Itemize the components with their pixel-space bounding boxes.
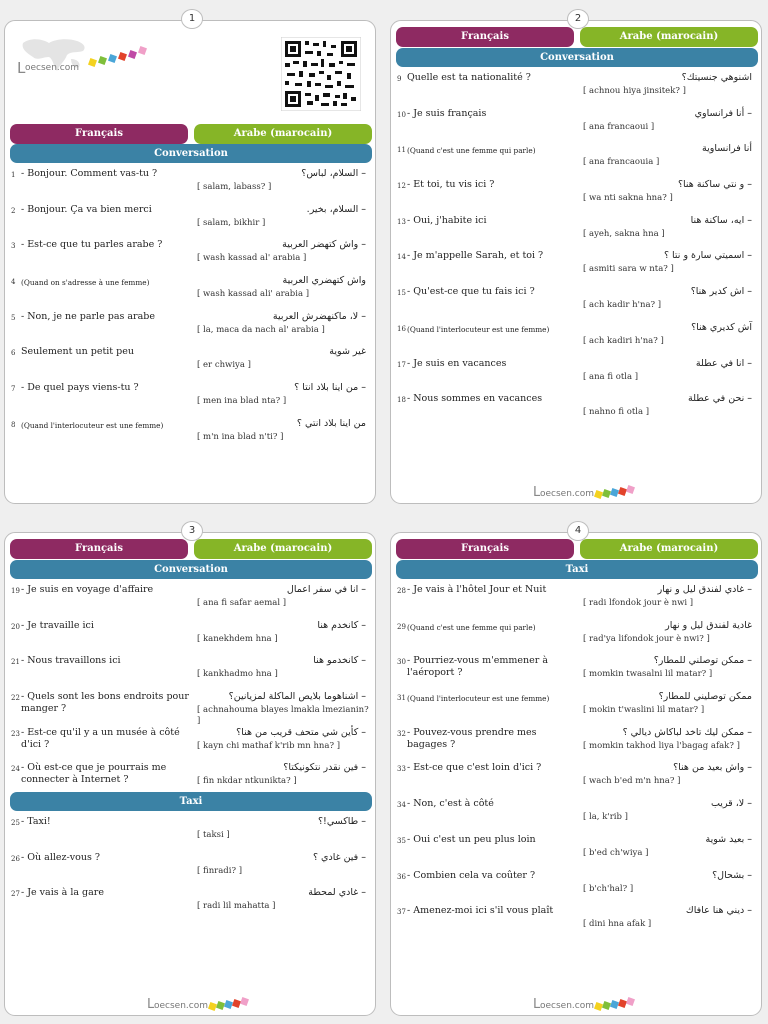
pronunciation: [ b'ed ch'wiya ] <box>583 847 649 858</box>
phrase-entry <box>397 619 755 655</box>
arabic-phrase: – من اينا بلاد انتا ؟ <box>294 382 366 394</box>
phrase-entry <box>397 178 755 214</box>
phrase-entry <box>11 619 369 655</box>
section-title: Conversation <box>10 144 372 163</box>
arabic-phrase: – أنا فرانساوي <box>694 107 752 119</box>
entry-number: 4 <box>11 278 16 287</box>
phrase-entry <box>11 726 369 762</box>
entry-number: 16 <box>397 324 406 333</box>
pronunciation: [ asmiti sara w nta? ] <box>583 264 674 275</box>
entry-number: 7 <box>11 385 16 394</box>
pronunciation: [ b'ch'hal? ] <box>583 883 634 894</box>
french-phrase: - Est-ce qu'il y a un musée à côté d'ici ? <box>21 726 180 750</box>
arabic-phrase: – السلام، لباس؟ <box>301 168 366 179</box>
entry-number: 11 <box>397 146 406 155</box>
french-phrase: - Non, c'est à côté <box>407 798 494 810</box>
page-card-2 <box>390 13 762 504</box>
phrase-entry <box>397 392 755 428</box>
arabic-phrase: – غادي لمحطة <box>308 887 366 899</box>
phrase-entry <box>397 726 755 762</box>
pronunciation: [ ana fi safar aemal ] <box>197 598 287 608</box>
phrase-entry <box>397 654 755 690</box>
pronunciation: [ men ina blad nta? ] <box>197 396 287 407</box>
pronunciation: [ dini hna afak ] <box>583 919 652 930</box>
phrase-entry <box>397 761 755 797</box>
page-number: 2 <box>567 9 589 29</box>
pronunciation: [ radi lfondok jour è nwi ] <box>583 598 694 608</box>
pronunciation: [ ana francaouia ] <box>583 157 660 168</box>
phrase-entry <box>11 238 369 274</box>
entry-number: 18 <box>397 396 406 405</box>
entry-number: 5 <box>11 313 16 322</box>
entry-number: 8 <box>11 420 16 429</box>
pronunciation: [ ach kadiri h'na? ] <box>583 335 664 346</box>
phrase-entry <box>11 690 369 726</box>
section-title: Taxi <box>10 792 372 811</box>
entry-number: 30 <box>397 658 406 667</box>
pronunciation: [ taksi ] <box>197 830 230 840</box>
phrase-entry <box>397 690 755 726</box>
pronunciation: [ momkin takhod liya l'bagag afak? ] <box>583 740 740 751</box>
pronunciation: [ wash kassad al' arabia ] <box>197 253 307 264</box>
arabic-phrase: – فين غادي ؟ <box>312 851 366 863</box>
arabic-phrase: – لا، ماكنهضرش العربية <box>272 310 366 322</box>
phrase-entry <box>11 886 369 922</box>
french-phrase: - Oui, j'habite ici <box>407 214 487 226</box>
page-number: 1 <box>181 9 203 29</box>
entry-number: 10 <box>397 110 406 119</box>
pronunciation: [ achnou hiya jinsitek? ] <box>583 86 686 96</box>
french-phrase: - De quel pays viens-tu ? <box>21 382 139 394</box>
french-phrase: Seulement un petit peu <box>21 346 134 358</box>
arabic-label: Arabe (marocain) <box>194 539 372 559</box>
arabic-phrase: – واش بعيد من هنا؟ <box>673 762 752 774</box>
pronunciation: [ la, k'rib ] <box>583 812 628 823</box>
pronunciation: [ ayeh, sakna hna ] <box>583 228 665 239</box>
entry-number: 29 <box>397 622 406 631</box>
entry-number: 23 <box>11 729 20 738</box>
phrase-entry <box>397 869 755 905</box>
phrase-entry <box>11 815 369 851</box>
arabic-phrase: – بعيد شوية <box>705 833 752 845</box>
phrase-entry <box>11 417 369 453</box>
french-phrase: - Amenez-moi ici s'il vous plaît <box>407 905 554 917</box>
section-title: Taxi <box>396 560 758 579</box>
arabic-phrase: أنا فرانساوية <box>702 143 752 155</box>
french-phrase: - Nous travaillons ici <box>21 655 121 667</box>
section-title: Conversation <box>10 560 372 579</box>
phrase-entry <box>397 285 755 321</box>
french-phrase: Quelle est ta nationalité ? <box>407 72 531 83</box>
arabic-phrase: – اش كدير هنا؟ <box>690 286 752 298</box>
pronunciation: [ ach kadir h'na? ] <box>583 300 662 311</box>
brand-logo: L oecsen.com <box>17 61 167 77</box>
arabic-phrase: – لا، قريب <box>710 798 752 810</box>
phrase-entry <box>11 654 369 690</box>
pronunciation: [ ana francaoui ] <box>583 121 655 132</box>
pronunciation: [ salam, bikhir ] <box>197 217 266 228</box>
arabic-phrase: – كانخدم هنا <box>317 619 366 631</box>
french-phrase: - Qu'est-ce que tu fais ici ? <box>407 286 535 298</box>
phrase-entry <box>11 851 369 887</box>
pronunciation: [ er chwiya ] <box>197 360 251 371</box>
phrase-entry <box>397 357 755 393</box>
entry-number: 31 <box>397 694 406 703</box>
entry-number: 33 <box>397 765 406 774</box>
entry-number: 34 <box>397 801 406 810</box>
pronunciation: [ la, maca da nach al' arabia ] <box>197 324 325 335</box>
french-phrase: - Où est-ce que je pourrais me connecter à Internet ? <box>21 762 167 786</box>
entry-number: 22 <box>11 694 20 703</box>
arabic-phrase: – انا في عطلة <box>695 357 752 369</box>
pronunciation: [ wa nti sakna hna? ] <box>583 193 673 204</box>
entry-number: 26 <box>11 854 20 863</box>
arabic-phrase: – طاكسي!؟ <box>318 816 366 827</box>
pronunciation: [ salam, labass? ] <box>197 182 272 192</box>
french-phrase: - Pouvez-vous prendre mes bagages ? <box>407 726 537 750</box>
french-phrase: (Quand c'est une femme qui parle) <box>407 622 536 632</box>
phrase-entry <box>11 345 369 381</box>
french-phrase: - Je suis en voyage d'affaire <box>21 584 154 595</box>
arabic-label: Arabe (marocain) <box>580 27 758 47</box>
pronunciation: [ kayn chi mathaf k'rib mn hna? ] <box>197 740 341 751</box>
phrase-entry <box>397 249 755 285</box>
french-label: Français <box>396 539 574 559</box>
french-phrase: - Je vais à la gare <box>21 887 104 899</box>
entry-number: 27 <box>11 890 20 899</box>
phrase-entry <box>397 583 755 619</box>
entry-number: 3 <box>11 242 16 251</box>
page-card-3 <box>4 525 376 1016</box>
french-phrase: - Je vais à l'hôtel Jour et Nuit <box>407 584 547 595</box>
brand-logo: L oecsen.com <box>533 487 643 503</box>
pronunciation: [ nahno fi otla ] <box>583 407 650 418</box>
arabic-phrase: ممكن توصليني للمطار؟ <box>658 691 752 703</box>
entry-number: 36 <box>397 872 406 881</box>
section-title: Conversation <box>396 48 758 67</box>
arabic-phrase: – ايه، ساكنة هنا <box>690 214 752 226</box>
phrase-entry <box>11 310 369 346</box>
french-phrase: - Bonjour. Ça va bien merci <box>21 203 152 215</box>
arabic-phrase: – بشحال؟ <box>712 869 752 881</box>
arabic-phrase: – كانخدمو هنا <box>313 655 366 667</box>
entry-number: 12 <box>397 182 406 191</box>
french-phrase: - Combien cela va coûter ? <box>407 869 536 881</box>
arabic-phrase: – و نتي ساكنة هنا؟ <box>678 179 752 191</box>
language-header <box>396 27 758 47</box>
french-phrase: - Je suis en vacances <box>407 357 507 369</box>
phrase-entry <box>11 381 369 417</box>
pronunciation: [ achnahouma blayes lmakla lmezianin? ] <box>197 705 369 727</box>
pronunciation: [ mokin t'waslini lil matar? ] <box>583 705 705 716</box>
french-phrase: - Est-ce que c'est loin d'ici ? <box>407 762 542 774</box>
pronunciation: [ m'n ina blad n'ti? ] <box>197 431 284 442</box>
entry-number: 2 <box>11 206 16 215</box>
french-label: Français <box>396 27 574 47</box>
page-card-1 <box>4 13 376 504</box>
french-phrase: - Nous sommes en vacances <box>407 393 543 405</box>
pronunciation: [ kankhadmo hna ] <box>197 669 278 680</box>
pronunciation: [ fin nkdar ntkunikta? ] <box>197 776 297 787</box>
entry-number: 13 <box>397 217 406 226</box>
arabic-phrase: غير شوية <box>329 346 366 358</box>
pronunciation: [ radi lil mahatta ] <box>197 901 276 912</box>
phrase-entry <box>11 203 369 239</box>
entry-number: 24 <box>11 765 20 774</box>
arabic-phrase: واش كتهضري العربية <box>282 275 366 287</box>
arabic-label: Arabe (marocain) <box>194 124 372 144</box>
phrase-entry <box>397 107 755 143</box>
language-header <box>396 539 758 559</box>
french-label: Français <box>10 539 188 559</box>
french-phrase: (Quand l'interlocuteur est une femme) <box>407 324 550 334</box>
qr-code[interactable] <box>281 37 361 111</box>
french-phrase: (Quand c'est une femme qui parle) <box>407 146 536 156</box>
french-phrase: - Quels sont les bons endroits pour manger ? <box>21 691 189 715</box>
phrase-list <box>397 71 755 428</box>
pronunciation: [ rad'ya lifondok jour è nwi? ] <box>583 633 710 644</box>
phrase-list <box>11 583 369 797</box>
arabic-phrase: – انا في سفر اعمال <box>286 584 366 595</box>
brand-logo: L oecsen.com <box>147 999 257 1015</box>
page-card-4 <box>390 525 762 1016</box>
arabic-phrase: – ممكن توصلني للمطار؟ <box>653 655 752 667</box>
french-phrase: - Bonjour. Comment vas-tu ? <box>21 168 158 179</box>
arabic-phrase: – غادي لفندق ليل و نهار <box>657 584 752 595</box>
entry-number: 25 <box>11 819 20 827</box>
phrase-list <box>11 815 369 922</box>
arabic-phrase: آش كديري هنا؟ <box>691 321 752 333</box>
entry-number: 9 <box>397 75 402 83</box>
entry-number: 1 <box>11 171 16 179</box>
french-phrase: - Pourriez-vous m'emmener à l'aéroport ? <box>407 655 548 679</box>
entry-number: 17 <box>397 360 406 369</box>
arabic-phrase: – واش كتهضر العربية <box>282 239 366 251</box>
phrase-entry <box>11 167 369 203</box>
french-phrase: - Où allez-vous ? <box>21 851 100 863</box>
arabic-phrase: – اشناهوما بلايص الماكلة لمزيانين؟ <box>228 691 366 703</box>
page-number: 3 <box>181 521 203 541</box>
language-header <box>10 124 372 144</box>
french-label: Français <box>10 124 188 144</box>
phrase-entry <box>397 321 755 357</box>
entry-number: 20 <box>11 622 20 631</box>
phrase-entry <box>397 71 755 107</box>
phrase-entry <box>397 904 755 940</box>
pronunciation: [ wash kassad ali' arabia ] <box>197 289 310 300</box>
french-phrase: - Et toi, tu vis ici ? <box>407 179 495 191</box>
entry-number: 37 <box>397 908 406 917</box>
arabic-phrase: – ممكن ليك تاخد لباكاش ديالي ؟ <box>622 726 752 738</box>
phrase-entry <box>11 274 369 310</box>
arabic-label: Arabe (marocain) <box>580 539 758 559</box>
entry-number: 21 <box>11 658 20 667</box>
french-phrase: - Je travaille ici <box>21 619 94 631</box>
french-phrase: - Je m'appelle Sarah, et toi ? <box>407 250 544 262</box>
french-phrase: - Je suis français <box>407 107 487 119</box>
pronunciation: [ finradi? ] <box>197 865 243 876</box>
arabic-phrase: – نحن في عطلة <box>688 393 752 405</box>
arabic-phrase: – اسميتي سارة و نتا ؟ <box>663 250 752 262</box>
language-header <box>10 539 372 559</box>
pronunciation: [ kanekhdem hna ] <box>197 633 278 644</box>
entry-number: 35 <box>397 836 406 845</box>
phrase-entry <box>397 214 755 250</box>
arabic-phrase: – ديني هنا عافاك <box>685 905 752 917</box>
french-phrase: - Est-ce que tu parles arabe ? <box>21 239 163 251</box>
entry-number: 14 <box>397 253 406 262</box>
phrase-list <box>397 583 755 940</box>
french-phrase: - Non, je ne parle pas arabe <box>21 310 155 322</box>
arabic-phrase: من اينا بلاد انتي ؟ <box>296 417 366 429</box>
phrase-entry <box>397 797 755 833</box>
phrase-entry <box>11 583 369 619</box>
phrase-entry <box>397 142 755 178</box>
arabic-phrase: غادية لفندق ليل و نهار <box>665 619 752 631</box>
brand-logo: L oecsen.com <box>533 999 643 1015</box>
entry-number: 6 <box>11 349 16 358</box>
french-phrase: - Oui c'est un peu plus loin <box>407 833 536 845</box>
pronunciation: [ wach b'ed m'n hna? ] <box>583 776 681 787</box>
page-number: 4 <box>567 521 589 541</box>
french-phrase: - Taxi! <box>21 816 51 827</box>
entry-number: 28 <box>397 587 406 595</box>
pronunciation: [ ana fi otla ] <box>583 371 639 382</box>
phrase-entry <box>397 833 755 869</box>
pronunciation: [ momkin twasalni lil matar? ] <box>583 669 713 680</box>
phrase-list <box>11 167 369 453</box>
french-phrase: (Quand l'interlocuteur est une femme) <box>21 420 164 430</box>
arabic-phrase: – كأين شي متحف قريب من هنا؟ <box>236 726 366 738</box>
entry-number: 32 <box>397 729 406 738</box>
arabic-phrase: – السلام، بخير. <box>306 203 366 215</box>
entry-number: 15 <box>397 289 406 298</box>
arabic-phrase: اشنوهي جنسيتك؟ <box>681 72 752 83</box>
french-phrase: (Quand l'interlocuteur est une femme) <box>407 694 550 704</box>
arabic-phrase: – فين نقدر نتكونيكتا؟ <box>283 762 366 774</box>
french-phrase: (Quand on s'adresse à une femme) <box>21 278 150 288</box>
entry-number: 19 <box>11 587 20 595</box>
